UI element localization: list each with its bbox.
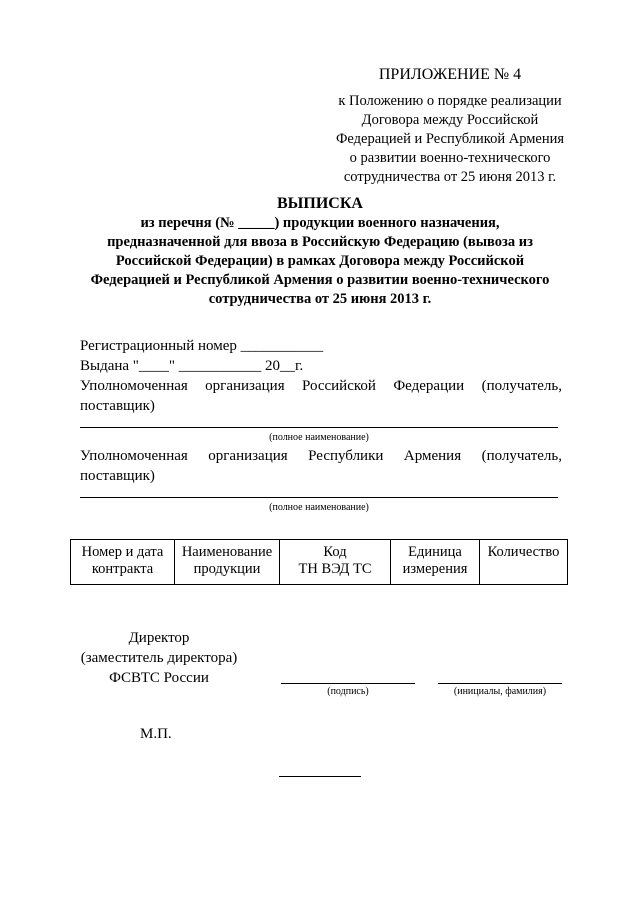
position-line: (заместитель директора) xyxy=(80,650,238,666)
header-text: ТН ВЭД ТС xyxy=(298,561,372,577)
appendix-reference xyxy=(300,92,600,187)
appendix-title: ПРИЛОЖЕНИЕ № 4 xyxy=(378,66,522,83)
reference-line: к Положению о порядке реализации xyxy=(338,93,562,109)
position-line: Директор xyxy=(128,630,190,646)
stamp-place: М.П. xyxy=(140,726,172,742)
reference-line: Договора между Российской xyxy=(361,112,539,128)
header-code xyxy=(280,540,391,585)
header-text: Количество xyxy=(487,544,560,560)
am-org-caption: (полное наименование) xyxy=(269,502,369,513)
header-contract xyxy=(71,540,175,585)
header-unit xyxy=(391,540,480,585)
registration-number: Регистрационный номер ___________ xyxy=(80,338,324,354)
name-caption: (инициалы, фамилия) xyxy=(453,686,547,697)
am-org-label-cont: поставщик) xyxy=(80,468,155,484)
subtitle-line: из перечня (№ _____) продукции военного назначения, xyxy=(140,215,500,231)
subtitle-line: сотрудничества от 25 июня 2013 г. xyxy=(208,291,432,307)
subtitle-line: предназначенной для ввоза в Российскую Федерацию (вывоза из xyxy=(107,234,533,250)
products-table xyxy=(70,539,568,585)
subtitle-line: Российской Федерации) в рамках Договора между Российской xyxy=(115,253,525,269)
issued-date: Выдана "____" ___________ 20__г. xyxy=(80,358,304,374)
header-text: Единица xyxy=(408,544,462,560)
ru-org-label: Уполномоченная организация Российской Федерации (получатель, xyxy=(80,378,562,394)
am-org-name-line xyxy=(80,497,558,498)
name-line xyxy=(438,683,562,684)
header-text: контракта xyxy=(91,561,154,577)
ru-org-label-cont: поставщик) xyxy=(80,398,155,414)
header-text: Наименование xyxy=(181,544,273,560)
reference-line: сотрудничества от 25 июня 2013 г. xyxy=(343,169,557,185)
position-line: ФСВТС России xyxy=(109,670,209,686)
signature-line xyxy=(281,683,415,684)
header-text: измерения xyxy=(402,561,468,577)
ru-org-name-line xyxy=(80,427,558,428)
document-subtitle xyxy=(70,214,570,309)
header-text: продукции xyxy=(193,561,261,577)
table-header-row xyxy=(71,540,568,585)
am-org-label: Уполномоченная организация Республики Армения (получатель, xyxy=(80,448,562,464)
ru-org-caption: (полное наименование) xyxy=(269,432,369,443)
header-quantity xyxy=(480,540,568,585)
signature-caption: (подпись) xyxy=(327,686,369,697)
header-text: Код xyxy=(323,544,347,560)
subtitle-line: Федерацией и Республикой Армения о развитии военно-технического xyxy=(90,272,550,288)
reference-line: о развитии военно-технического xyxy=(349,150,551,166)
separator-line xyxy=(279,776,361,777)
reference-line: Федерацией и Республикой Армения xyxy=(335,131,565,147)
signatory-position xyxy=(70,628,248,688)
header-text: Номер и дата xyxy=(81,544,164,560)
header-product xyxy=(175,540,280,585)
document-title: ВЫПИСКА xyxy=(277,195,363,212)
